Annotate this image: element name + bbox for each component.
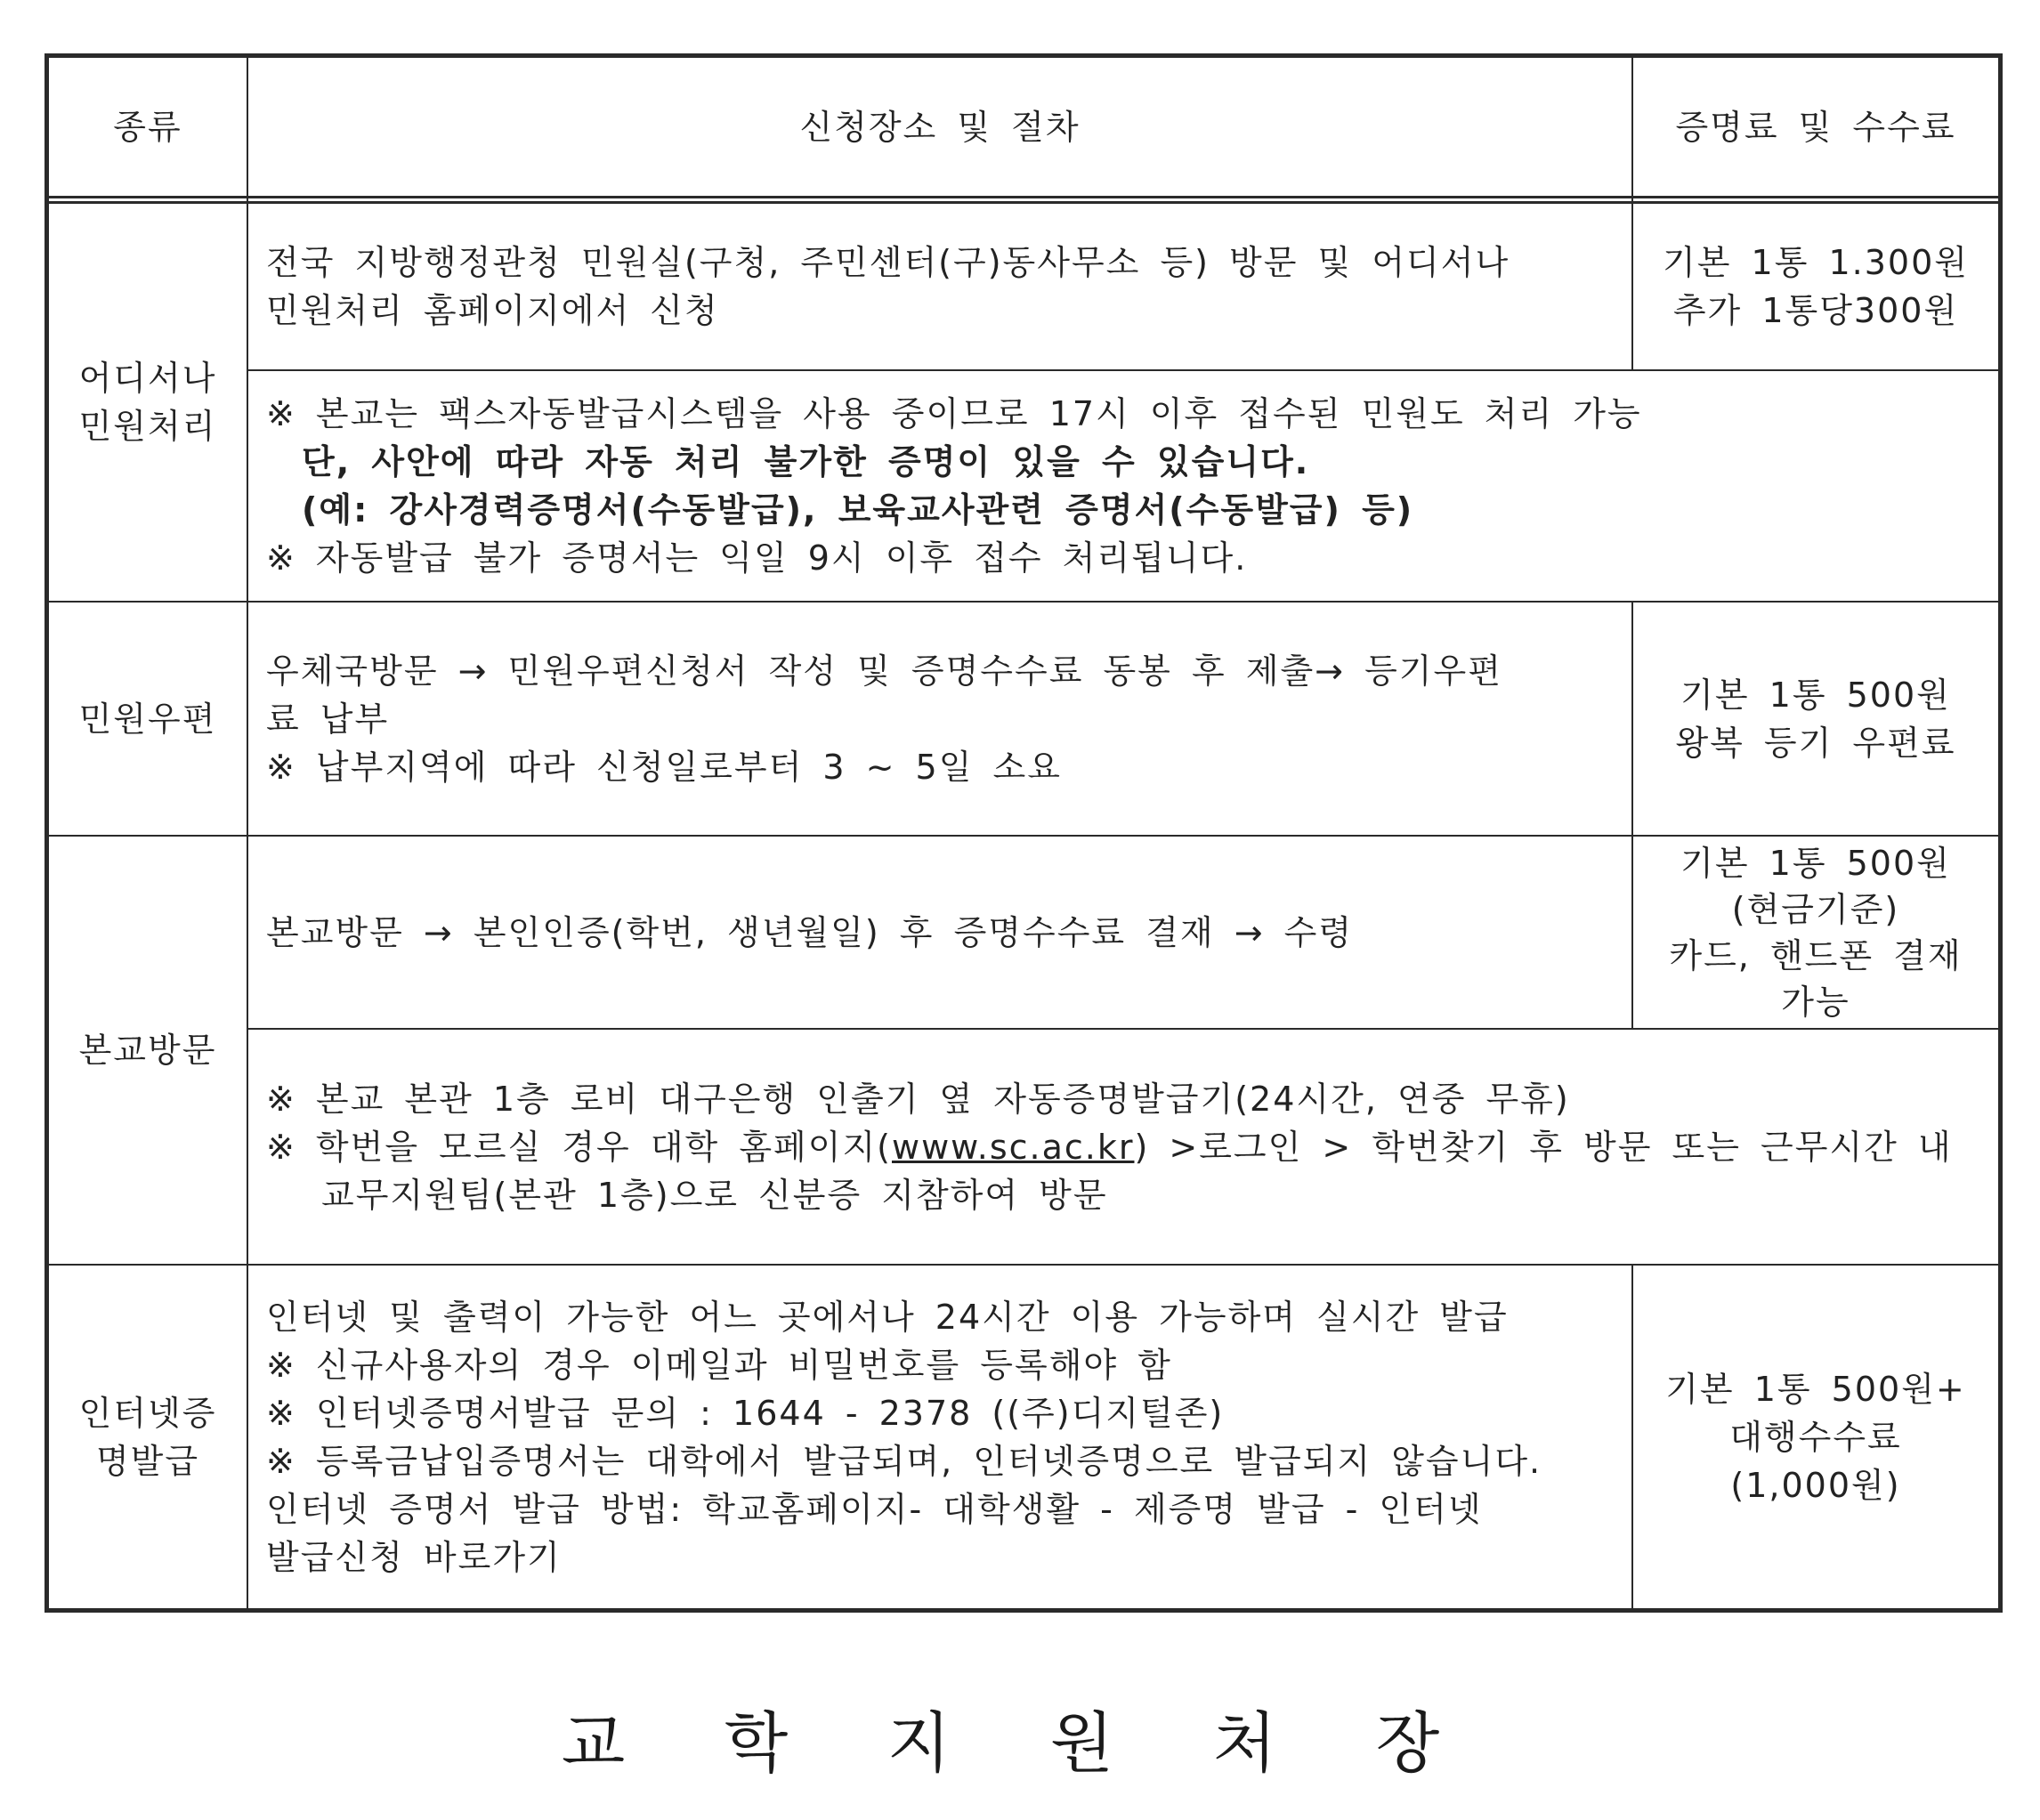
procedure-line: 전국 지방행정관청 민원실(구청, 주민센터(구)동사무소 등) 방문 및 어디서나 — [266, 243, 1510, 282]
fee-line: 가능 — [1781, 982, 1850, 1022]
header-type — [49, 58, 247, 196]
fee-line: (현금기준) — [1731, 889, 1900, 929]
fee-table — [45, 53, 2003, 1613]
procedure-mail — [266, 603, 1628, 835]
note-line: 교무지원팀(본관 1층)으로 신분증 지참하여 방문 — [321, 1175, 1108, 1215]
type-anywhere-line: 민원처리 — [78, 407, 217, 446]
note-text: ) >로그인 > 학번찾기 후 방문 또는 근무시간 내 — [1134, 1127, 1953, 1167]
note-line: ※ 본교는 팩스자동발급시스템을 사용 중이므로 17시 이후 접수된 민원도 처리 가능 — [266, 394, 1642, 433]
fee-line: 기본 1통 1.300원 — [1663, 243, 1969, 282]
type-internet-line: 명발급 — [95, 1441, 200, 1481]
fee-line: 카드, 핸드폰 결재 — [1669, 935, 1963, 975]
fee-line: 기본 1통 500원 — [1680, 675, 1951, 715]
type-visit-line: 본교방문 — [78, 1031, 217, 1070]
type-internet — [49, 1266, 247, 1608]
type-mail — [49, 603, 247, 835]
type-mail-line: 민원우편 — [78, 699, 217, 739]
fee-line: 대행수수료 — [1729, 1417, 1902, 1457]
procedure-line: 인터넷 및 출력이 가능한 어느 곳에서나 24시간 이용 가능하며 실시간 발급 — [266, 1297, 1509, 1337]
fee-line: 기본 1통 500원 — [1680, 843, 1951, 883]
note-line: ※ 본교 본관 1층 로비 대구은행 인출기 옆 자동증명발급기(24시간, 연중 무휴) — [266, 1079, 1570, 1119]
note-text: ※ 학번을 모르실 경우 대학 홈페이지( — [266, 1127, 892, 1167]
col-divider-1 — [247, 58, 248, 1608]
header-procedure-label: 신청장소 및 절차 — [799, 107, 1081, 147]
header-procedure — [248, 58, 1631, 196]
fee-line: 기본 1통 500원+ — [1665, 1369, 1966, 1409]
header-fee — [1633, 58, 1998, 196]
procedure-line: 민원처리 홈페이지에서 신청 — [266, 291, 719, 330]
fee-internet — [1633, 1266, 1998, 1608]
procedure-line: 발급신청 바로가기 — [266, 1537, 562, 1577]
procedure-line: 우체국방문 → 민원우편신청서 작성 및 증명수수료 동봉 후 제출→ 등기우편 — [266, 651, 1502, 691]
fee-visit — [1633, 837, 1998, 1028]
type-internet-line: 인터넷증 — [78, 1393, 217, 1433]
header-fee-label: 증명료 및 수수료 — [1675, 107, 1956, 147]
procedure-anywhere — [266, 204, 1628, 369]
type-visit — [49, 837, 247, 1264]
header-divider — [49, 196, 1998, 198]
fee-anywhere — [1633, 204, 1998, 369]
issuer-signature: 교 학 지 원 처 장 — [561, 1705, 1479, 1782]
fee-line: (1,000원) — [1730, 1465, 1901, 1505]
homepage-link[interactable]: www.sc.ac.kr — [891, 1127, 1135, 1167]
fee-line: 추가 1통당300원 — [1672, 291, 1959, 330]
fee-mail — [1633, 603, 1998, 835]
procedure-internet — [266, 1266, 1628, 1608]
procedure-line: ※ 등록금납입증명서는 대학에서 발급되며, 인터넷증명으로 발급되지 않습니다. — [266, 1441, 1542, 1481]
notes-visit — [266, 1030, 1993, 1264]
type-anywhere — [49, 204, 247, 601]
note-line — [266, 1123, 1993, 1171]
procedure-line: 료 납부 — [266, 699, 390, 739]
fee-line: 왕복 등기 우편료 — [1675, 723, 1956, 763]
procedure-line: 본교방문 → 본인인증(학번, 생년월일) 후 증명수수료 결재 → 수령 — [266, 912, 1354, 952]
note-line-bold: (예: 강사경력증명서(수동발급), 보육교사관련 증명서(수동발급) 등) — [302, 490, 1414, 530]
type-anywhere-line: 어디서나 — [78, 359, 217, 398]
procedure-line: ※ 납부지역에 따라 신청일로부터 3 ~ 5일 소요 — [266, 747, 1062, 787]
procedure-line: 인터넷 증명서 발급 방법: 학교홈페이지- 대학생활 - 제증명 발급 - 인터넷 — [266, 1489, 1483, 1529]
notes-anywhere — [266, 371, 1993, 601]
procedure-line: ※ 신규사용자의 경우 이메일과 비밀번호를 등록해야 함 — [266, 1345, 1172, 1385]
procedure-visit — [266, 837, 1628, 1028]
note-line-bold: 단, 사안에 따라 자동 처리 불가한 증명이 있을 수 있습니다. — [302, 442, 1310, 481]
procedure-line: ※ 인터넷증명서발급 문의 : 1644 - 2378 ((주)디지털존) — [266, 1393, 1225, 1433]
note-line: ※ 자동발급 불가 증명서는 익일 9시 이후 접수 처리됩니다. — [266, 538, 1248, 578]
header-type-label: 종류 — [113, 107, 182, 147]
